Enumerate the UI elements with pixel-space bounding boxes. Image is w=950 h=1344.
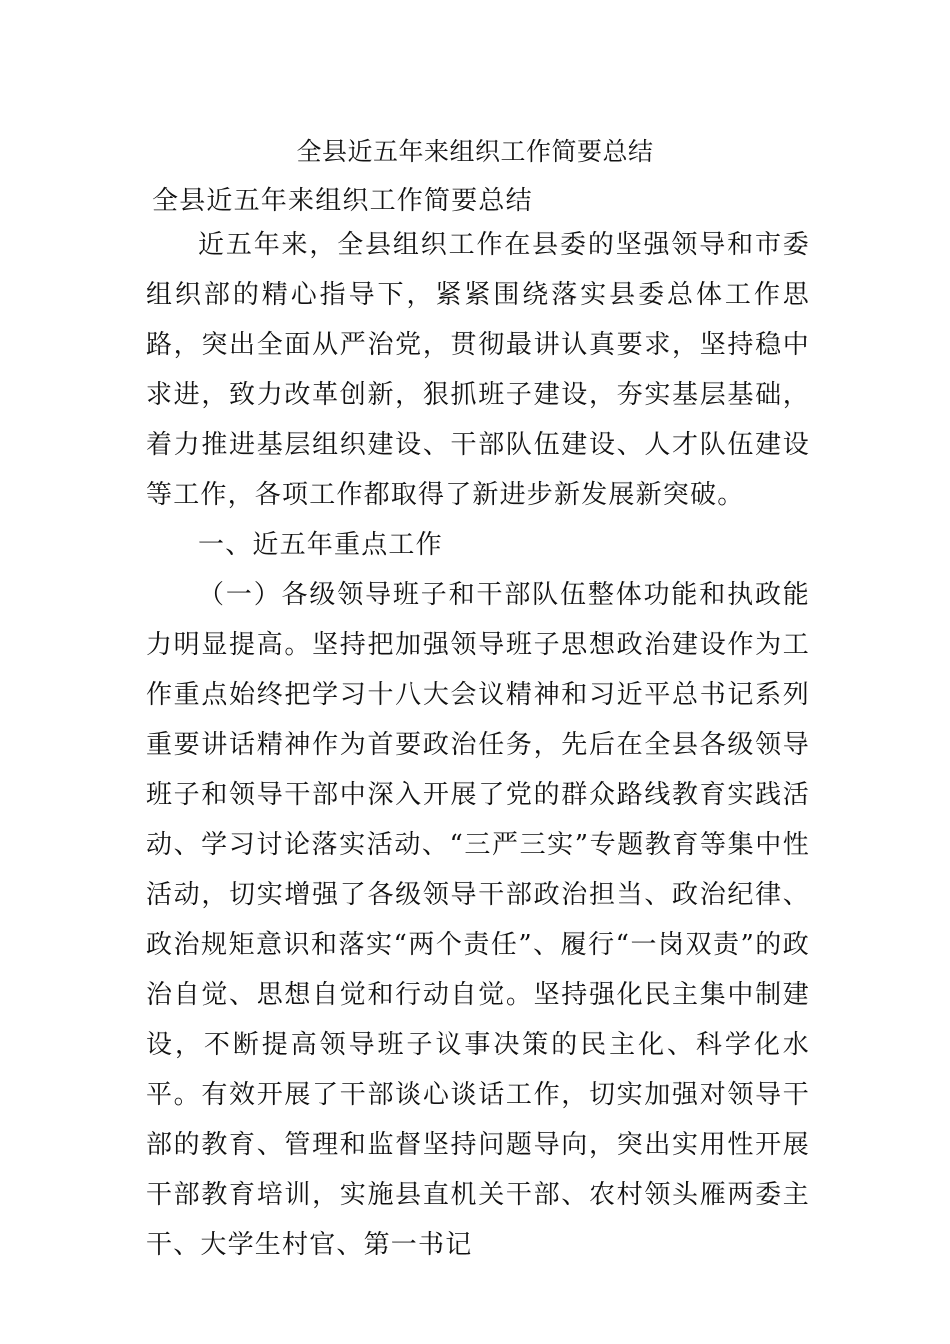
section-paragraph: （一）各级领导班子和干部队伍整体功能和执政能力明显提高。坚持把加强领导班子思想政治建设作为工作重点始终把学习十八大会议精神和习近平总书记系列重要讲话精神作为首要政治任务，先后在全县各级领导班子和领导干部中深入开展了党的群众路线教育实践活动、学习讨论落实活动、“三严三实”专题教育等集中性活动，切实增强了各级领导干部政治担当、政治纪律、政治规矩意识和落实“两个责任”、履行“一岗双责”的政治自觉、思想自觉和行动自觉。坚持强化民主集中制建设，不断提高领导班子议事决策的民主化、科学化水平。有效开展了干部谈心谈话工作，切实加强对领导干部的教育、管理和监督坚持问题导向，突出实用性开展干部教育培训，实施县直机关干部、农村领头雁两委主干、大学生村官、第一书记: [146, 580, 810, 1260]
document-subtitle: 全县近五年来组织工作简要总结: [152, 186, 533, 216]
section-heading: 一、近五年重点工作: [198, 530, 443, 560]
document-body: [146, 182, 810, 1270]
intro-paragraph: 近五年来，全县组织工作在县委的坚强领导和市委组织部的精心指导下，紧紧围绕落实县委总体工作思路，突出全面从严治党，贯彻最讲认真要求，坚持稳中求进，致力改革创新，狠抓班子建设，夯实基层基础，着力推进基层组织建设、干部队伍建设、人才队伍建设等工作，各项工作都取得了新进步新发展新突破。: [146, 230, 810, 510]
document-title: 全县近五年来组织工作简要总结: [296, 137, 654, 166]
